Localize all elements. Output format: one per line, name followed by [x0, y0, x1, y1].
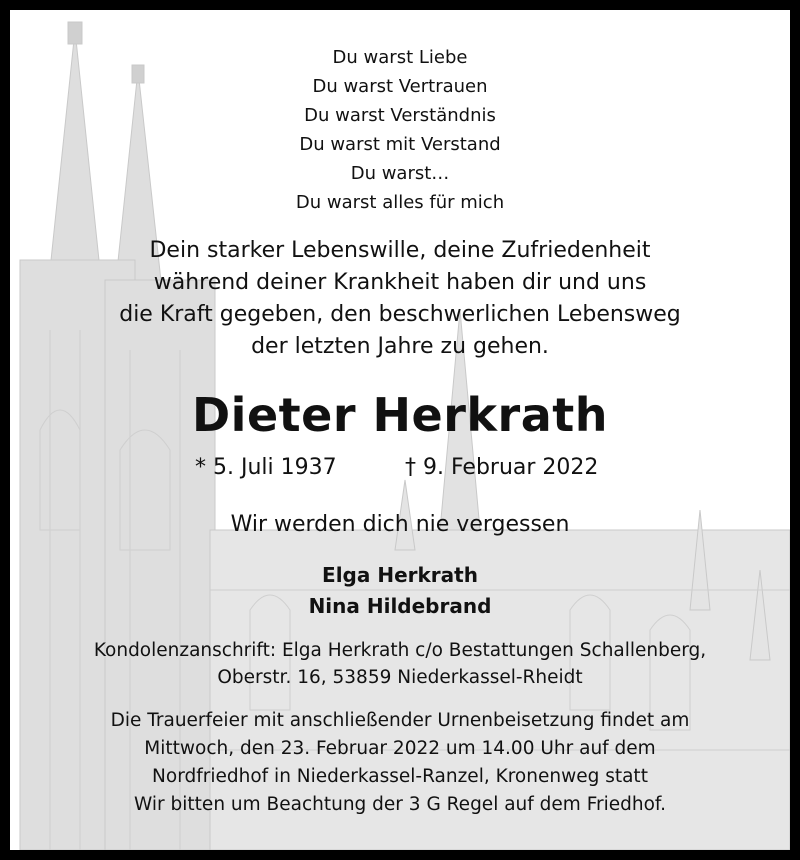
condolence-line: Oberstr. 16, 53859 Niederkassel-Rheidt — [217, 667, 583, 688]
tribute-line: der letzten Jahre zu gehen. — [251, 334, 549, 359]
obituary-card — [10, 10, 790, 850]
service-line: Wir bitten um Beachtung der 3 G Regel auf dem Friedhof. — [134, 794, 666, 815]
condolence-line: Kondolenzanschrift: Elga Herkrath c/o Bestattungen Schallenberg, — [93, 640, 707, 661]
tribute-line: Dein starker Lebenswille, deine Zufriedenheit — [149, 238, 651, 263]
death-date: † 9. Februar 2022 — [405, 455, 599, 480]
poem-line: Du warst… — [350, 163, 450, 184]
tribute-line: die Kraft gegeben, den beschwerlichen Lebensweg — [119, 302, 681, 327]
service-line: Mittwoch, den 23. Februar 2022 um 14.00 Uhr auf dem — [144, 738, 656, 759]
poem-line: Du warst Verständnis — [304, 105, 496, 126]
tribute-line: während deiner Krankheit haben dir und uns — [153, 270, 647, 295]
life-dates — [10, 455, 790, 485]
poem-line: Du warst mit Verstand — [299, 134, 501, 155]
obituary-text — [10, 10, 790, 850]
mourner-name: Elga Herkrath — [322, 563, 478, 587]
farewell-line: Wir werden dich nie vergessen — [230, 512, 570, 537]
deceased-name: Dieter Herkrath — [192, 388, 608, 442]
service-line: Nordfriedhof in Niederkassel-Ranzel, Kronenweg statt — [152, 766, 648, 787]
poem-line: Du warst Liebe — [332, 47, 468, 68]
poem-line: Du warst Vertrauen — [312, 76, 488, 97]
birth-date: * 5. Juli 1937 — [195, 455, 337, 480]
mourner-name: Nina Hildebrand — [308, 594, 492, 618]
poem-line: Du warst alles für mich — [295, 192, 505, 213]
service-line: Die Trauerfeier mit anschließender Urnenbeisetzung findet am — [110, 710, 690, 731]
